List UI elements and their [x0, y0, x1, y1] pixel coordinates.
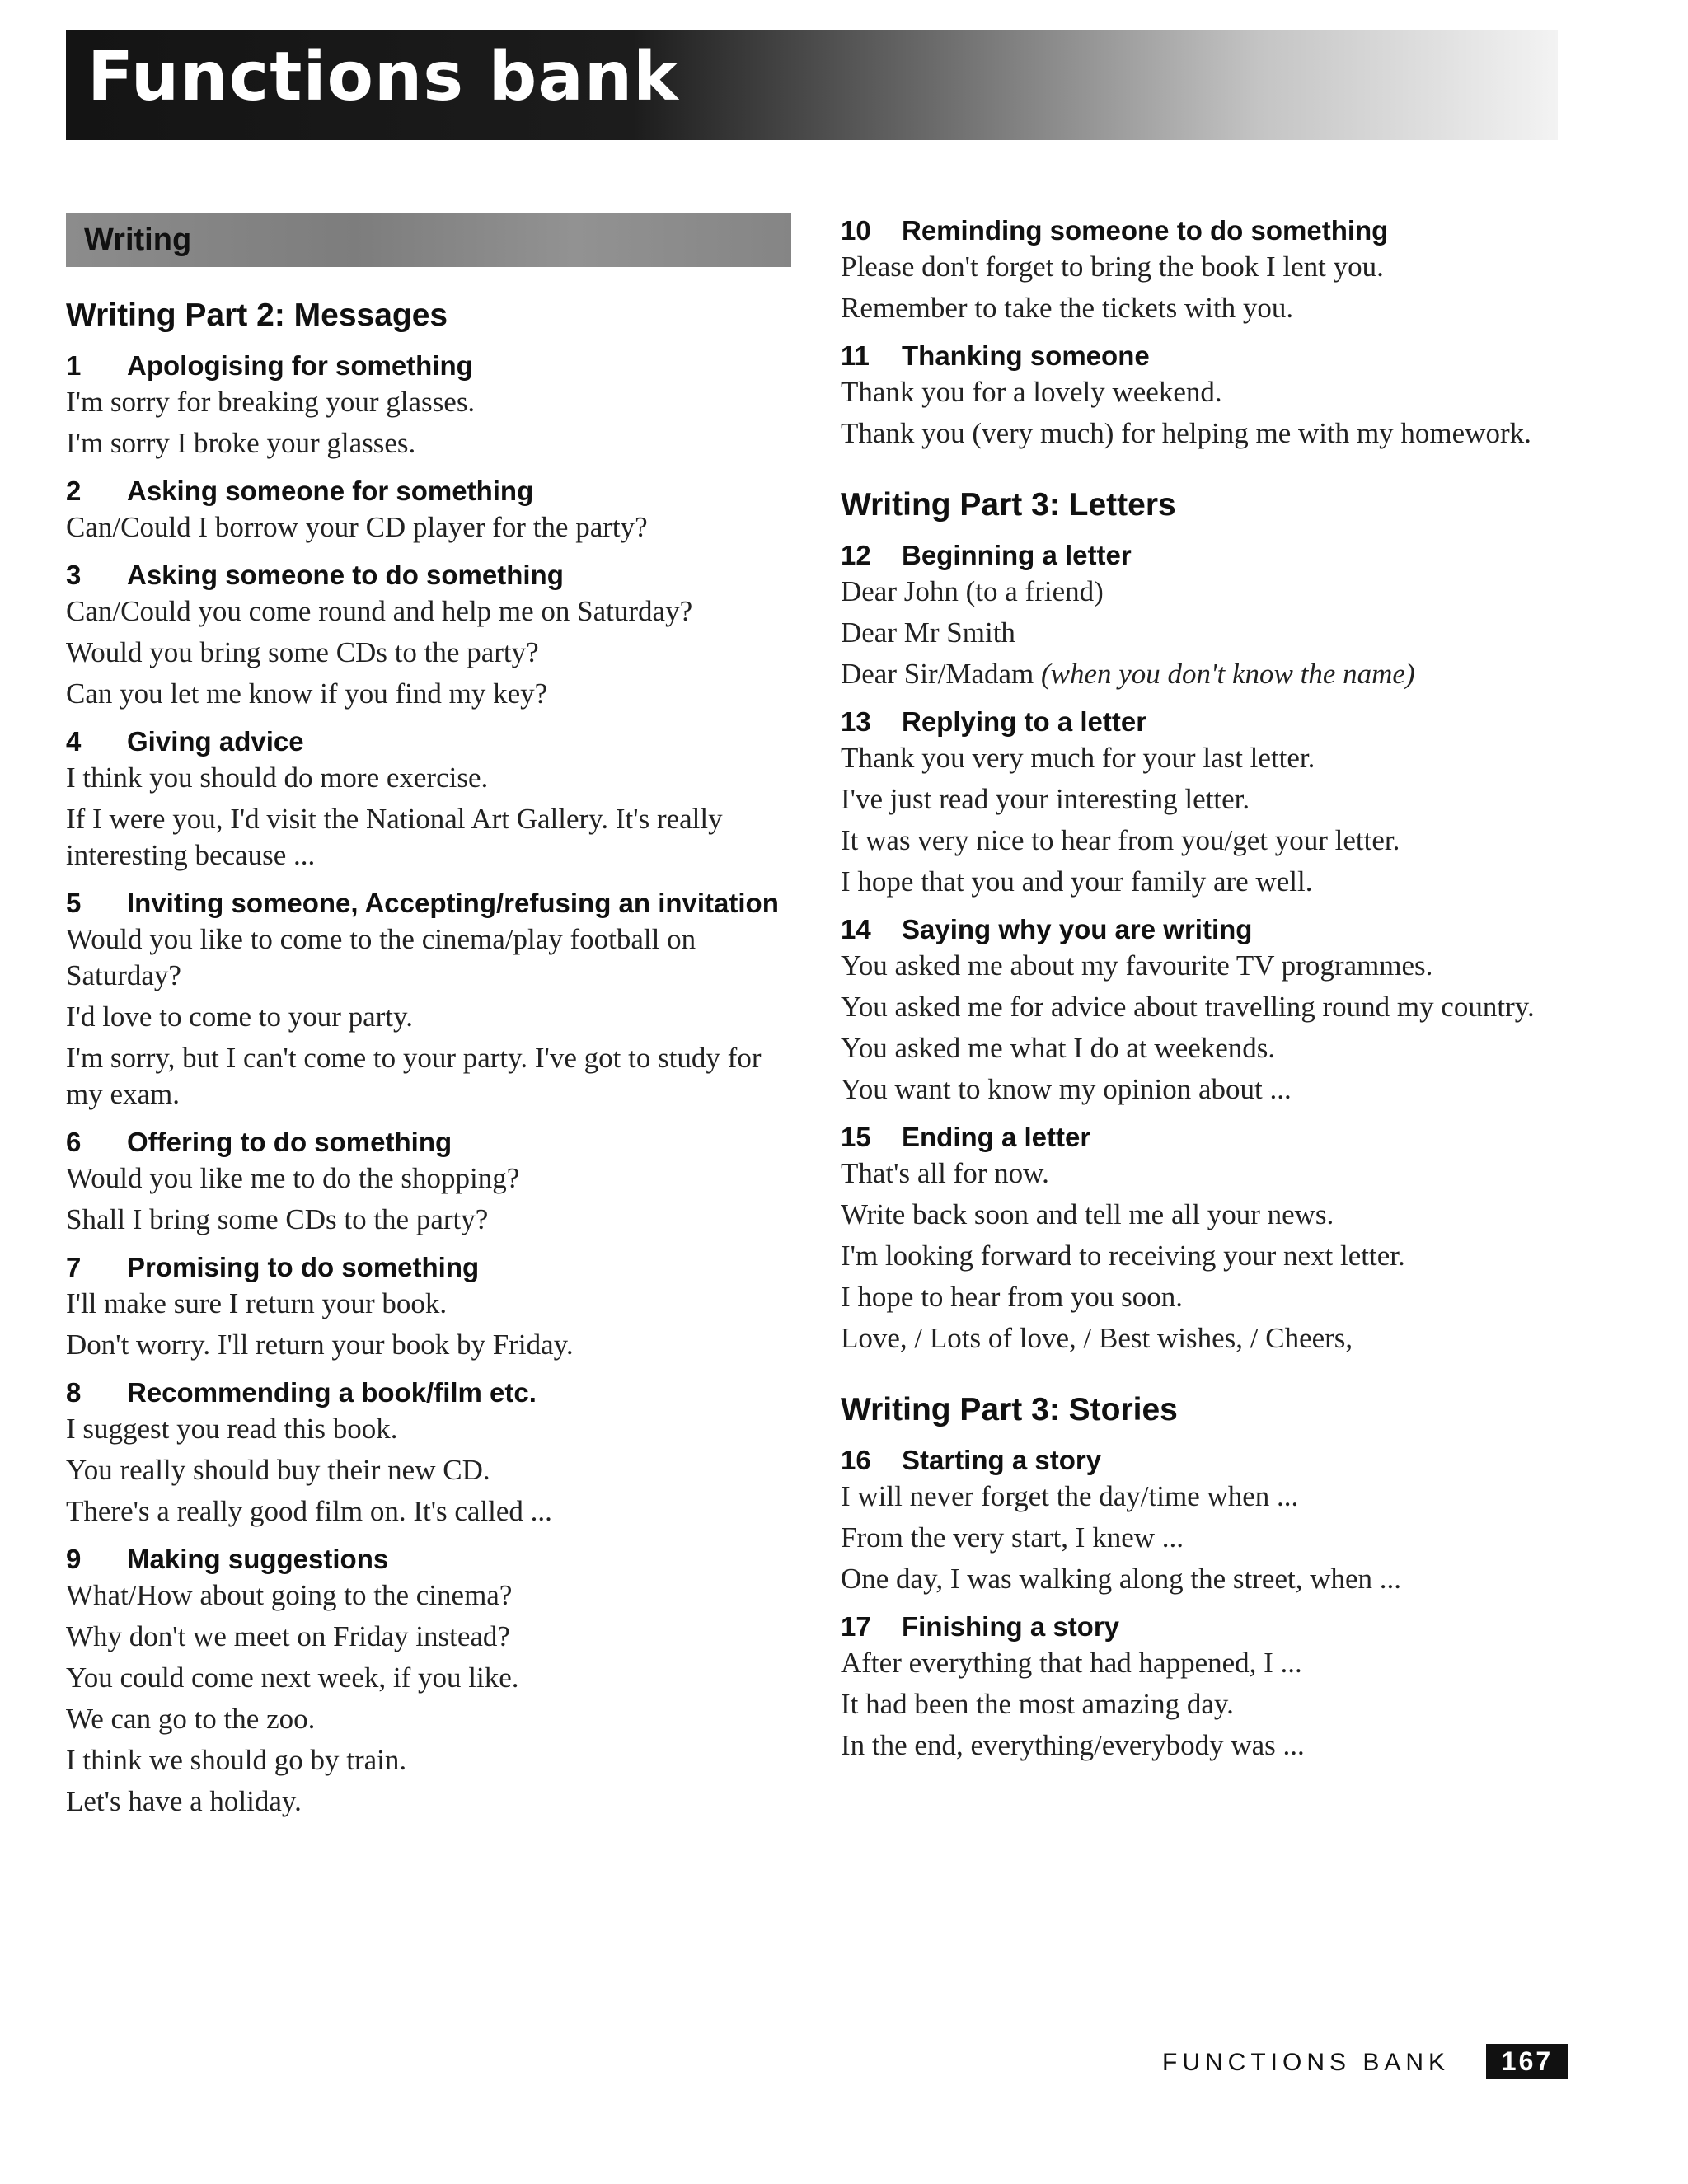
function-title: Apologising for something: [127, 350, 473, 381]
function-title: Making suggestions: [127, 1544, 389, 1574]
example-line: Can/Could you come round and help me on Saturday?: [66, 595, 693, 627]
example-line: Remember to take the tickets with you.: [841, 292, 1294, 324]
function-number: 3: [66, 560, 82, 590]
example-line: Why don't we meet on Friday instead?: [66, 1620, 510, 1652]
example-line: Thank you for a lovely weekend.: [841, 376, 1222, 408]
function-title: Asking someone for something: [127, 476, 534, 506]
example-line: I hope to hear from you soon.: [841, 1281, 1184, 1313]
function-title: Recommending a book/film etc.: [127, 1377, 537, 1408]
function-item: [841, 537, 1566, 692]
function-number: 11: [841, 340, 870, 371]
function-heading: [841, 912, 1566, 948]
right-column: [841, 213, 1566, 1775]
function-title: Asking someone to do something: [127, 560, 564, 590]
example-line: That's all for now.: [841, 1157, 1049, 1189]
function-number: 13: [841, 706, 871, 737]
function-number: 9: [66, 1544, 82, 1574]
function-item: [841, 1442, 1566, 1597]
function-list-messages-cont: [841, 213, 1566, 452]
example-line: If I were you, I'd visit the National Art Gallery. It's really interesting because ...: [66, 803, 723, 871]
example-line: You asked me about my favourite TV programmes.: [841, 949, 1433, 982]
function-number: 14: [841, 914, 871, 944]
function-list-messages: [66, 348, 795, 1820]
function-title: Offering to do something: [127, 1127, 452, 1157]
example-line: I'm looking forward to receiving your next letter.: [841, 1240, 1405, 1272]
section-bar: [66, 213, 791, 267]
example-line: Would you like to come to the cinema/play football on Saturday?: [66, 923, 696, 991]
function-list-letters-rest: [841, 704, 1566, 1357]
example-line: Thank you (very much) for helping me with my homework.: [841, 417, 1531, 449]
part-heading-messages: Writing Part 2: Messages: [66, 298, 448, 333]
function-title: Finishing a story: [902, 1611, 1120, 1642]
function-title: Reminding someone to do something: [902, 215, 1389, 246]
example-line: There's a really good film on. It's called ...: [66, 1495, 552, 1527]
example-line: You really should buy their new CD.: [66, 1454, 490, 1486]
function-list-stories: [841, 1442, 1566, 1764]
example-text: Dear Sir/Madam: [841, 658, 1034, 690]
part-heading-letters: Writing Part 3: Letters: [841, 487, 1176, 523]
example-line: Dear Mr Smith: [841, 616, 1015, 649]
function-heading: [66, 1124, 795, 1160]
function-item: [841, 1119, 1566, 1357]
example-line: It was very nice to hear from you/get your letter.: [841, 824, 1400, 856]
function-item: [66, 1375, 795, 1530]
example-line: From the very start, I knew ...: [841, 1521, 1184, 1554]
example-line: Can/Could I borrow your CD player for the party?: [66, 511, 648, 543]
function-title: Promising to do something: [127, 1252, 480, 1282]
example-note: (when you don't know the name): [1040, 658, 1415, 690]
example-line: I think we should go by train.: [66, 1744, 407, 1776]
function-title: Thanking someone: [902, 340, 1150, 371]
function-item: [66, 1541, 795, 1820]
example-line: One day, I was walking along the street, when ...: [841, 1563, 1402, 1595]
example-line: I'll make sure I return your book.: [66, 1287, 448, 1319]
function-item: [66, 473, 795, 546]
example-line: What/How about going to the cinema?: [66, 1579, 513, 1611]
function-item: [66, 1249, 795, 1363]
function-heading: [841, 704, 1566, 740]
function-number: 7: [66, 1252, 82, 1282]
function-number: 4: [66, 726, 82, 757]
function-title: Giving advice: [127, 726, 304, 757]
function-number: 10: [841, 215, 871, 246]
function-heading: [841, 1442, 1566, 1479]
example-line: I suggest you read this book.: [66, 1413, 398, 1445]
example-line: It had been the most amazing day.: [841, 1688, 1234, 1720]
function-heading: [841, 213, 1566, 249]
function-heading: [66, 1541, 795, 1577]
function-title: Beginning a letter: [902, 540, 1132, 570]
example-line: I'd love to come to your party.: [66, 1001, 414, 1033]
function-title: Starting a story: [902, 1445, 1102, 1475]
function-number: 2: [66, 476, 82, 506]
example-line: Can you let me know if you find my key?: [66, 677, 548, 710]
function-item: [841, 213, 1566, 326]
function-heading: [841, 1609, 1566, 1645]
example-line: Would you like me to do the shopping?: [66, 1162, 520, 1194]
function-number: 1: [66, 350, 82, 381]
function-title: Saying why you are writing: [902, 914, 1253, 944]
example-line: Love, / Lots of love, / Best wishes, / Cheers,: [841, 1322, 1353, 1354]
example-line: I'm sorry for breaking your glasses.: [66, 386, 476, 418]
function-title: Replying to a letter: [902, 706, 1147, 737]
function-item: [66, 557, 795, 712]
example-line: [841, 656, 1566, 692]
function-title: Inviting someone, Accepting/refusing an invitation: [127, 888, 779, 918]
function-heading: [66, 1249, 795, 1286]
example-line: I hope that you and your family are well.: [841, 865, 1313, 898]
part-heading-stories: Writing Part 3: Stories: [841, 1392, 1178, 1427]
function-heading: [841, 338, 1566, 374]
example-line: I will never forget the day/time when ...: [841, 1480, 1299, 1512]
example-line: We can go to the zoo.: [66, 1703, 316, 1735]
footer-label: FUNCTIONS BANK: [1162, 2049, 1451, 2076]
function-heading: [841, 537, 1566, 574]
function-number: 15: [841, 1122, 871, 1152]
example-line: Dear John (to a friend): [841, 575, 1104, 607]
example-line: I'm sorry I broke your glasses.: [66, 427, 416, 459]
example-line: You could come next week, if you like.: [66, 1661, 519, 1694]
function-title: Ending a letter: [902, 1122, 1091, 1152]
example-line: I'm sorry, but I can't come to your party. I've got to study for my exam.: [66, 1042, 762, 1110]
function-number: 12: [841, 540, 871, 570]
function-item: [841, 1609, 1566, 1764]
section-label: Writing: [84, 223, 192, 257]
example-line: I think you should do more exercise.: [66, 762, 489, 794]
example-line: Let's have a holiday.: [66, 1785, 302, 1817]
function-heading: [66, 1375, 795, 1411]
function-item: [66, 885, 795, 1113]
function-item: [841, 704, 1566, 900]
function-heading: [66, 885, 795, 921]
function-item: [841, 912, 1566, 1108]
example-line: Thank you very much for your last letter.: [841, 742, 1315, 774]
function-item: [66, 348, 795, 462]
example-line: You want to know my opinion about ...: [841, 1073, 1292, 1105]
example-line: You asked me what I do at weekends.: [841, 1032, 1276, 1064]
function-item: [66, 1124, 795, 1238]
function-number: 8: [66, 1377, 82, 1408]
function-list-letters: [841, 537, 1566, 1357]
function-heading: [66, 724, 795, 760]
left-column: [66, 213, 795, 1831]
page-banner: [66, 30, 1558, 140]
function-item: [66, 724, 795, 874]
function-heading: [66, 557, 795, 593]
example-line: Would you bring some CDs to the party?: [66, 636, 539, 668]
function-heading: [66, 473, 795, 509]
page-title: Functions bank: [87, 38, 679, 116]
example-line: Don't worry. I'll return your book by Friday.: [66, 1329, 574, 1361]
example-line: You asked me for advice about travelling round my country.: [841, 991, 1535, 1023]
function-number: 5: [66, 888, 82, 918]
example-line: Please don't forget to bring the book I lent you.: [841, 251, 1384, 283]
function-number: 16: [841, 1445, 871, 1475]
function-heading: [66, 348, 795, 384]
function-heading: [841, 1119, 1566, 1155]
example-line: In the end, everything/everybody was ...: [841, 1729, 1305, 1761]
example-line: I've just read your interesting letter.: [841, 783, 1250, 815]
function-number: 6: [66, 1127, 82, 1157]
example-line: After everything that had happened, I ...: [841, 1647, 1302, 1679]
page-number: 167: [1486, 2044, 1568, 2079]
function-number: 17: [841, 1611, 871, 1642]
example-line: Write back soon and tell me all your news.: [841, 1198, 1334, 1230]
function-item: [841, 338, 1566, 452]
example-line: Shall I bring some CDs to the party?: [66, 1203, 489, 1235]
